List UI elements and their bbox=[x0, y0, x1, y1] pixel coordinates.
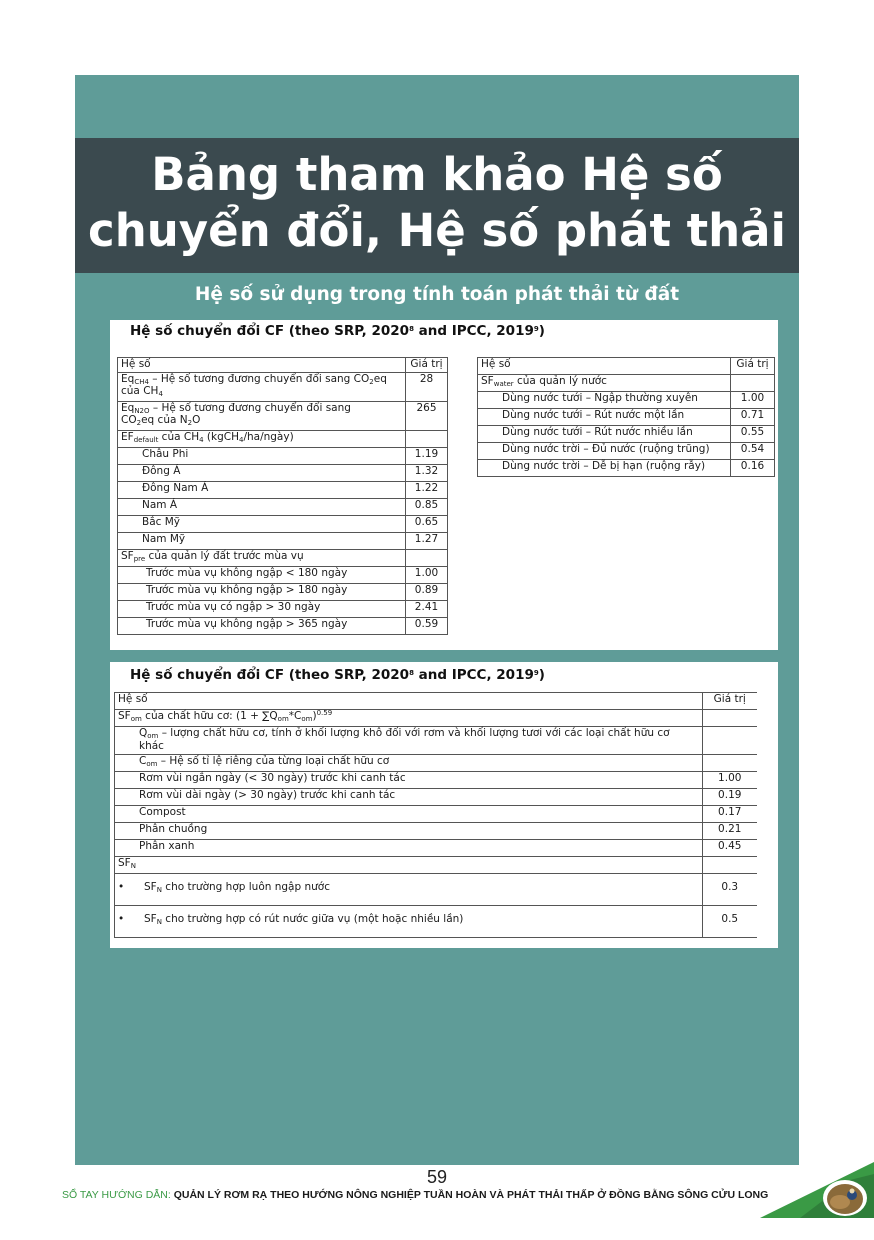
footer-lead: SỔ TAY HƯỚNG DẪN: bbox=[62, 1189, 171, 1201]
sf-om-label: $SF_{om}$ của chất hữu cơ: $(1 + \sum Q_{om}*C_{om})^{0.59}$ bbox=[115, 710, 703, 727]
pre-season-value: 2.41 bbox=[406, 601, 448, 618]
table-row bbox=[118, 550, 448, 567]
card-1-title: Hệ số chuyển đổi CF (theo SRP, 2020$^8$ and IPCC, 2019$^9$) bbox=[130, 323, 545, 339]
table-row bbox=[115, 755, 758, 772]
sf-water-label: $SF_{water}$ của quản lý nước bbox=[478, 375, 731, 392]
pre-season-label: Trước mùa vụ không ngập < 180 ngày bbox=[118, 567, 406, 584]
table-row bbox=[478, 392, 775, 409]
water-regime-value: 0.16 bbox=[731, 460, 775, 477]
organic-type-label: Compost bbox=[115, 806, 703, 823]
water-regime-value: 1.00 bbox=[731, 392, 775, 409]
pre-season-value: 0.89 bbox=[406, 584, 448, 601]
table-row bbox=[118, 448, 448, 465]
header-value: Giá trị bbox=[702, 693, 757, 710]
table-row bbox=[118, 482, 448, 499]
table-header-row bbox=[118, 358, 448, 373]
table-row bbox=[478, 409, 775, 426]
bullet-icon: • bbox=[118, 913, 125, 925]
title-band bbox=[75, 138, 799, 273]
pre-season-label: Trước mùa vụ không ngập > 180 ngày bbox=[118, 584, 406, 601]
water-regime-label: Dùng nước trời – Dễ bị hạn (ruộng rẫy) bbox=[478, 460, 731, 477]
sf-n-label: $SF_N$ bbox=[115, 857, 703, 874]
card-2-title: Hệ số chuyển đổi CF (theo SRP, 2020$^8$ and IPCC, 2019$^9$) bbox=[130, 667, 545, 683]
page-number: 59 bbox=[426, 1167, 448, 1187]
bullet-icon: • bbox=[118, 881, 125, 893]
organic-type-value: 0.17 bbox=[702, 806, 757, 823]
region-value: 1.32 bbox=[406, 465, 448, 482]
pre-season-label: Trước mùa vụ có ngập > 30 ngày bbox=[118, 601, 406, 618]
table-header-row bbox=[115, 693, 758, 710]
sf-n-drained-label: • $SF_N$ cho trường hợp có rút nước giữa vụ (một hoặc nhiều lần) bbox=[115, 906, 703, 938]
region-value: 1.19 bbox=[406, 448, 448, 465]
section-heading: Hệ số sử dụng trong tính toán phát thải từ đất bbox=[194, 284, 680, 305]
water-regime-label: Dùng nước tưới – Ngập thường xuyên bbox=[478, 392, 731, 409]
footer-title: QUẢN LÝ RƠM RẠ THEO HƯỚNG NÔNG NGHIỆP TUẦN HOÀN VÀ PHÁT THẢI THẤP Ở ĐỒNG BẰNG SÔNG CỬU LONG bbox=[170, 1189, 769, 1201]
sf-water-value bbox=[731, 375, 775, 392]
water-factor-table-right bbox=[477, 357, 775, 477]
water-regime-value: 0.54 bbox=[731, 443, 775, 460]
organic-type-label: Phân xanh bbox=[115, 840, 703, 857]
water-regime-value: 0.55 bbox=[731, 426, 775, 443]
region-label: Đông Á bbox=[118, 465, 406, 482]
organic-matter-table bbox=[114, 692, 757, 938]
organic-type-value: 0.21 bbox=[702, 823, 757, 840]
qom-label: $Q_{om}$ – lượng chất hữu cơ, tính ở khối lượng khô đối với rơm và khối lượng tươi với các loại chất hữu cơ khác bbox=[115, 727, 703, 755]
sf-n-flooded-label: • $SF_N$ cho trường hợp luôn ngập nước bbox=[115, 874, 703, 906]
organic-type-label: Rơm vùi dài ngày (> 30 ngày) trước khi canh tác bbox=[115, 789, 703, 806]
soil-factor-table-left bbox=[117, 357, 448, 635]
table-row bbox=[115, 874, 758, 906]
footer-text bbox=[62, 1189, 768, 1201]
qom-value bbox=[702, 727, 757, 755]
table-row bbox=[118, 373, 448, 402]
water-regime-label: Dùng nước trời – Đủ nước (ruộng trũng) bbox=[478, 443, 731, 460]
conversion-factor-card-1 bbox=[110, 320, 778, 650]
table-row bbox=[115, 840, 758, 857]
table-row bbox=[118, 402, 448, 431]
eq-n2o-label: $Eq_{N2O}$ – Hệ số tương đương chuyển đổi sang $CO_2eq$ của $N_2O$ bbox=[118, 402, 406, 431]
sf-pre-label: $SF_{pre}$ của quản lý đất trước mùa vụ bbox=[118, 550, 406, 567]
pre-season-value: 1.00 bbox=[406, 567, 448, 584]
eq-n2o-value: 265 bbox=[406, 402, 448, 431]
sf-pre-value bbox=[406, 550, 448, 567]
water-regime-value: 0.71 bbox=[731, 409, 775, 426]
region-label: Bắc Mỹ bbox=[118, 516, 406, 533]
organic-type-label: Phân chuồng bbox=[115, 823, 703, 840]
region-label: Đông Nam Á bbox=[118, 482, 406, 499]
table-row bbox=[478, 443, 775, 460]
com-value bbox=[702, 755, 757, 772]
page-title-line-2: chuyển đổi, Hệ số phát thải bbox=[88, 204, 786, 257]
region-label: Châu Phi bbox=[118, 448, 406, 465]
table-row bbox=[118, 601, 448, 618]
pre-season-label: Trước mùa vụ không ngập > 365 ngày bbox=[118, 618, 406, 635]
region-value: 0.85 bbox=[406, 499, 448, 516]
sf-om-value bbox=[702, 710, 757, 727]
table-row bbox=[115, 906, 758, 938]
header-factor: Hệ số bbox=[478, 358, 731, 375]
header-factor: Hệ số bbox=[118, 358, 406, 373]
region-label: Nam Á bbox=[118, 499, 406, 516]
conversion-factor-card-2 bbox=[110, 662, 778, 948]
table-row bbox=[118, 618, 448, 635]
table-row bbox=[118, 431, 448, 448]
rice-field-logo-icon bbox=[760, 1162, 874, 1218]
table-row bbox=[115, 727, 758, 755]
eq-ch4-value: 28 bbox=[406, 373, 448, 402]
water-regime-label: Dùng nước tưới – Rút nước một lần bbox=[478, 409, 731, 426]
table-row bbox=[115, 806, 758, 823]
table-row bbox=[478, 460, 775, 477]
region-value: 1.22 bbox=[406, 482, 448, 499]
header-factor: Hệ số bbox=[115, 693, 703, 710]
sf-n-flooded-value: 0.3 bbox=[702, 874, 757, 906]
header-value: Giá trị bbox=[731, 358, 775, 375]
table-row bbox=[118, 516, 448, 533]
ef-default-label: $EF_{default}$ của $CH_4$ (kgCH$_4$/ha/ngày) bbox=[118, 431, 406, 448]
ef-default-value bbox=[406, 431, 448, 448]
organic-type-value: 0.45 bbox=[702, 840, 757, 857]
table-row bbox=[115, 710, 758, 727]
organic-type-label: Rơm vùi ngắn ngày (< 30 ngày) trước khi canh tác bbox=[115, 772, 703, 789]
table-row bbox=[118, 465, 448, 482]
table-row bbox=[118, 584, 448, 601]
com-label: $C_{om}$ – Hệ số tỉ lệ riêng của từng loại chất hữu cơ bbox=[115, 755, 703, 772]
table-header-row bbox=[478, 358, 775, 375]
sf-n-drained-value: 0.5 bbox=[702, 906, 757, 938]
region-value: 1.27 bbox=[406, 533, 448, 550]
table-row bbox=[115, 789, 758, 806]
table-row bbox=[115, 772, 758, 789]
table-row bbox=[118, 533, 448, 550]
eq-ch4-label: $Eq_{CH4}$ – Hệ số tương đương chuyển đổi sang $CO_2eq$ của $CH_4$ bbox=[118, 373, 406, 402]
region-value: 0.65 bbox=[406, 516, 448, 533]
pre-season-value: 0.59 bbox=[406, 618, 448, 635]
region-label: Nam Mỹ bbox=[118, 533, 406, 550]
water-regime-label: Dùng nước tưới – Rút nước nhiều lần bbox=[478, 426, 731, 443]
page-title-line-1: Bảng tham khảo Hệ số bbox=[151, 148, 723, 201]
organic-type-value: 1.00 bbox=[702, 772, 757, 789]
table-row bbox=[118, 567, 448, 584]
table-row bbox=[118, 499, 448, 516]
table-row bbox=[115, 823, 758, 840]
header-value: Giá trị bbox=[406, 358, 448, 373]
sf-n-value bbox=[702, 857, 757, 874]
organic-type-value: 0.19 bbox=[702, 789, 757, 806]
table-row bbox=[115, 857, 758, 874]
table-row bbox=[478, 375, 775, 392]
table-row bbox=[478, 426, 775, 443]
